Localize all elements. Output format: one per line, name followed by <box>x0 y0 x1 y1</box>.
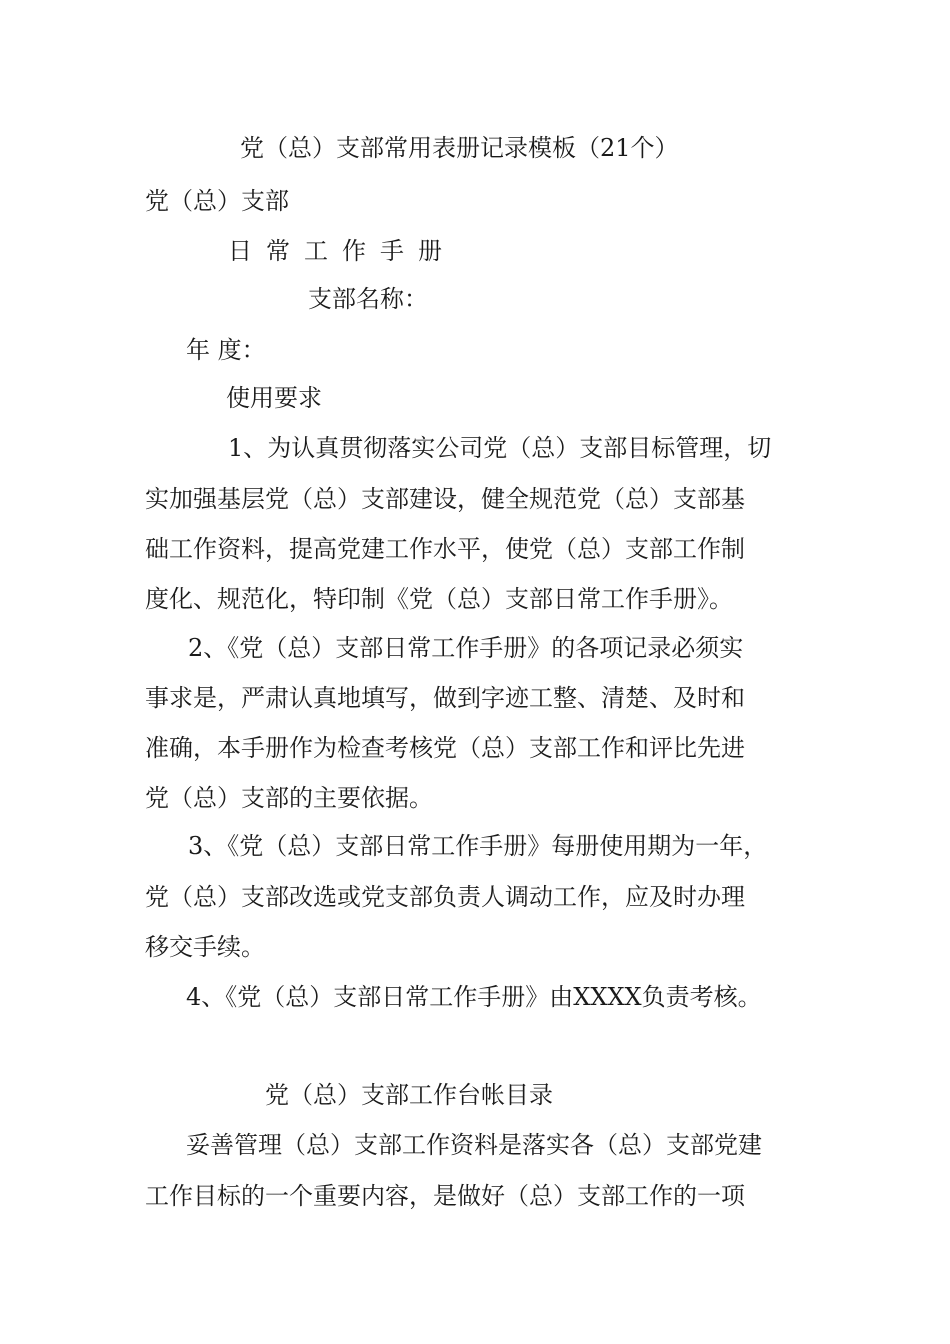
usage-line: 事求是，严肃认真地填写，做到字迹工整、清楚、及时和 <box>145 684 745 712</box>
usage-line: 党（总）支部的主要依据。 <box>145 784 433 812</box>
usage-line: 1、为认真贯彻落实公司党（总）支部目标管理，切 <box>228 434 772 462</box>
branch-name-label: 支部名称： <box>308 285 428 313</box>
usage-line: 移交手续。 <box>145 933 265 961</box>
ledger-line: 妥善管理（总）支部工作资料是落实各（总）支部党建 <box>186 1131 762 1159</box>
year-label: 年 度： <box>186 336 266 364</box>
usage-heading: 使用要求 <box>226 384 322 412</box>
ledger-line: 工作目标的一个重要内容，是做好（总）支部工作的一项 <box>145 1182 745 1210</box>
usage-line: 准确，本手册作为检查考核党（总）支部工作和评比先进 <box>145 734 745 762</box>
usage-line: 3、《党（总）支部日常工作手册》每册使用期为一年， <box>188 832 768 860</box>
usage-line: 2、《党（总）支部日常工作手册》的各项记录必须实 <box>188 634 744 662</box>
usage-line: 度化、规范化，特印制《党（总）支部日常工作手册》。 <box>145 585 733 613</box>
branch-label: 党（总）支部 <box>145 187 289 215</box>
usage-line: 础工作资料，提高党建工作水平，使党（总）支部工作制 <box>145 535 745 563</box>
usage-line: 实加强基层党（总）支部建设，健全规范党（总）支部基 <box>145 485 745 513</box>
usage-line: 4、《党（总）支部日常工作手册》由XXXX负责考核。 <box>186 983 762 1011</box>
ledger-heading: 党（总）支部工作台帐目录 <box>265 1081 553 1109</box>
usage-line: 党（总）支部改选或党支部负责人调动工作，应及时办理 <box>145 883 745 911</box>
document-title: 党（总）支部常用表册记录模板（21个） <box>240 134 679 162</box>
handbook-title: 日常工作手册 <box>228 237 456 265</box>
